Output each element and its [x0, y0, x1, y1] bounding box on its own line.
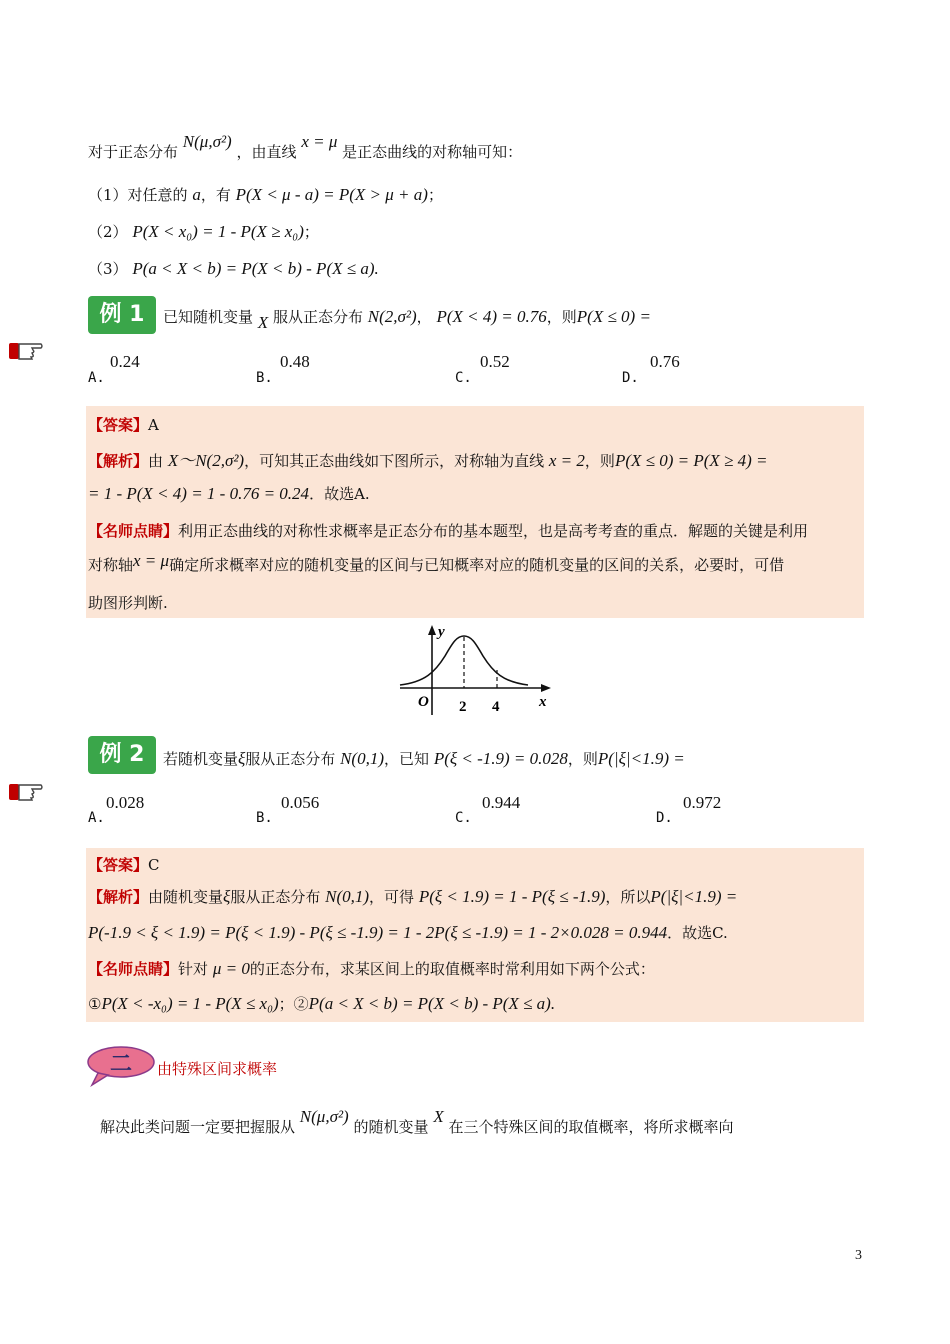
intro-item-3 — [88, 258, 379, 279]
example-1-question — [163, 306, 651, 332]
intro-formula-2: x = μ — [301, 132, 338, 151]
item-mid: ，有 — [200, 186, 231, 204]
q-text: 服从正态分布 — [245, 750, 336, 768]
analysis-text: ．故选A. — [309, 485, 370, 503]
y-axis-arrow — [428, 625, 436, 635]
item-num: （1） — [88, 186, 128, 204]
q-text: ， — [416, 308, 432, 326]
tip-text: ① — [88, 995, 102, 1013]
q-text: 若随机变量 — [163, 750, 239, 768]
para-var: X — [433, 1107, 444, 1126]
option-d-value: 0.76 — [650, 352, 680, 371]
intro-formula-1: N(μ,σ²) — [182, 132, 232, 151]
analysis-formula: = 1 - P(X < 4) = 1 - 0.76 = 0.24 — [88, 484, 310, 503]
item-end: . — [374, 259, 379, 278]
para-text: 在三个特殊区间的取值概率，将所求概率向 — [448, 1118, 734, 1136]
answer-tag: 【答案】 — [88, 416, 149, 434]
tip-end: . — [550, 994, 556, 1013]
tip-text: 确定所求概率对应的随机变量的区间与已知概率对应的随机变量的区间的关系，必要时，可借 — [169, 556, 785, 574]
analysis-line-2 — [88, 922, 728, 943]
option-a-letter: A. — [88, 810, 105, 826]
tip-formula: x = μ — [133, 551, 170, 570]
q-formula: P(ξ < -1.9) = 0.028 — [433, 749, 568, 768]
item-end: ； — [303, 223, 319, 241]
example-1-badge: 例 1 — [88, 296, 156, 334]
q-text: 已知随机变量 — [163, 308, 254, 326]
tip-line-2 — [88, 993, 555, 1014]
analysis-line-1 — [88, 886, 737, 907]
item-text: 对任意的 — [127, 186, 188, 204]
q-formula: P(X ≤ 0) = — [576, 307, 651, 326]
analysis-formula: N(0,1) — [325, 887, 370, 906]
analysis-text: ．故选C. — [667, 924, 728, 942]
x-axis-arrow — [541, 684, 551, 692]
tip-tag: 【名师点睛】 — [88, 522, 179, 540]
intro-text-3: 是正态曲线的对称轴可知： — [342, 143, 523, 161]
tip-line-2 — [88, 551, 785, 575]
para-text: 的随机变量 — [353, 1118, 429, 1136]
item-formula: P(X < x₀) = 1 - P(X ≥ x₀) — [132, 222, 304, 241]
analysis-tag: 【解析】 — [88, 888, 149, 906]
option-b-value: 0.48 — [280, 352, 310, 371]
item-formula: P(a < X < b) = P(X < b) - P(X ≤ a) — [132, 259, 375, 278]
option-c-letter: C. — [455, 370, 472, 386]
option-d-letter: D. — [622, 370, 639, 386]
q-formula: N(0,1) — [340, 749, 385, 768]
item-end: ； — [427, 186, 443, 204]
q-formula: P(|ξ|<1.9) = — [597, 749, 685, 768]
analysis-formula: X～N(2,σ²) — [167, 451, 245, 470]
tip-text: 利用正态曲线的对称性求概率是正态分布的基本题型，也是高考考查的重点．解题的关键是利用 — [178, 522, 809, 540]
q-text: 服从正态分布 — [272, 308, 363, 326]
tip-text: ；② — [278, 995, 309, 1013]
q-formula: N(2,σ²) — [367, 307, 417, 326]
option-a-value: 0.028 — [106, 793, 145, 812]
example-2-solution-box — [86, 848, 864, 1022]
intro-line — [88, 131, 523, 161]
option-c-value: 0.944 — [482, 793, 521, 812]
option-b-value: 0.056 — [281, 793, 320, 812]
option-c-letter: C. — [455, 810, 472, 826]
example-2-badge: 例 2 — [88, 736, 156, 774]
option-b-letter: B. — [256, 370, 273, 386]
analysis-text: ，所以 — [605, 888, 651, 906]
analysis-line-1 — [88, 446, 767, 471]
tip-tag: 【名师点睛】 — [88, 960, 179, 978]
origin-label: O — [418, 694, 429, 710]
tip-formula: P(a < X < b) = P(X < b) - P(X ≤ a) — [308, 994, 551, 1013]
tip-formula: μ = 0 — [212, 959, 250, 978]
example-2-question — [163, 748, 685, 769]
q-text: ，则 — [567, 750, 598, 768]
analysis-text: ，可得 — [369, 888, 415, 906]
example-1-solution-box — [86, 406, 864, 618]
x-label: x — [539, 694, 547, 710]
para-text: 解决此类问题一定要把握服从 — [100, 1118, 296, 1136]
option-a-value: 0.24 — [110, 352, 140, 371]
tip-text: 对称轴 — [88, 556, 134, 574]
analysis-text: ，可知其正态曲线如下图所示，对称轴为直线 — [244, 452, 545, 470]
intro-item-2 — [88, 221, 319, 242]
intro-text-1: 对于正态分布 — [88, 143, 179, 161]
tip-text: 的正态分布，求某区间上的取值概率时常利用如下两个公式： — [249, 960, 655, 978]
section-number: 二 — [110, 1052, 133, 1077]
tick-4-label: 4 — [492, 699, 500, 715]
analysis-formula: x = 2 — [548, 451, 585, 470]
tip-line-1 — [88, 520, 808, 541]
tip-line-3 — [88, 592, 168, 613]
answer-tag: 【答案】 — [88, 856, 149, 874]
section-bubble-icon — [86, 1045, 156, 1087]
answer-value: A — [148, 416, 159, 434]
para-formula: N(μ,σ²) — [299, 1107, 349, 1126]
option-d-letter: D. — [656, 810, 673, 826]
tip-formula: P(X < -x₀) = 1 - P(X ≤ x₀) — [101, 994, 279, 1013]
y-label: y — [438, 624, 445, 640]
tip-text: 针对 — [178, 960, 209, 978]
tip-line-1 — [88, 958, 655, 979]
answer-line — [88, 414, 159, 435]
answer-line — [88, 854, 160, 875]
q-formula: P(X < 4) = 0.76 — [436, 307, 547, 326]
q-var: X — [257, 313, 269, 332]
option-a-letter: A. — [88, 370, 105, 386]
analysis-formula: P(|ξ|<1.9) = — [650, 887, 738, 906]
item-num: （2） — [88, 223, 128, 241]
tip-text: 助图形判断. — [88, 594, 168, 612]
last-paragraph — [100, 1106, 734, 1136]
analysis-text: 由 — [148, 452, 164, 470]
pointing-hand-icon — [8, 335, 44, 361]
analysis-line-2 — [88, 483, 370, 504]
q-var: ξ — [238, 749, 246, 768]
option-c-value: 0.52 — [480, 352, 510, 371]
analysis-text: ，则 — [584, 452, 615, 470]
normal-curve-graph — [395, 620, 565, 718]
q-text: ，已知 — [384, 750, 430, 768]
section-title: 由特殊区间求概率 — [157, 1060, 278, 1078]
pointing-hand-icon — [8, 776, 44, 802]
item-formula: P(X < μ - a) = P(X > μ + a) — [235, 185, 428, 204]
item-num: （3） — [88, 260, 128, 278]
analysis-tag: 【解析】 — [88, 452, 149, 470]
intro-item-1 — [88, 184, 443, 205]
analysis-var: ξ — [223, 887, 231, 906]
tick-2-label: 2 — [459, 699, 467, 715]
analysis-text: 由随机变量 — [148, 888, 224, 906]
item-var: a — [192, 185, 201, 204]
q-text: ，则 — [546, 308, 577, 326]
analysis-formula: P(ξ < 1.9) = 1 - P(ξ ≤ -1.9) — [418, 887, 606, 906]
answer-value: C — [148, 856, 160, 874]
option-d-value: 0.972 — [683, 793, 722, 812]
analysis-formula: P(X ≤ 0) = P(X ≥ 4) = — [614, 451, 768, 470]
page-number: 3 — [855, 1248, 862, 1263]
analysis-formula: P(-1.9 < ξ < 1.9) = P(ξ < 1.9) - P(ξ ≤ -1.9) = 1 - 2P(ξ ≤ -1.9) = 1 - 2×0.028 = 0.944 — [88, 923, 668, 942]
intro-text-2: ，由直线 — [236, 143, 297, 161]
option-b-letter: B. — [256, 810, 273, 826]
analysis-text: 服从正态分布 — [230, 888, 321, 906]
